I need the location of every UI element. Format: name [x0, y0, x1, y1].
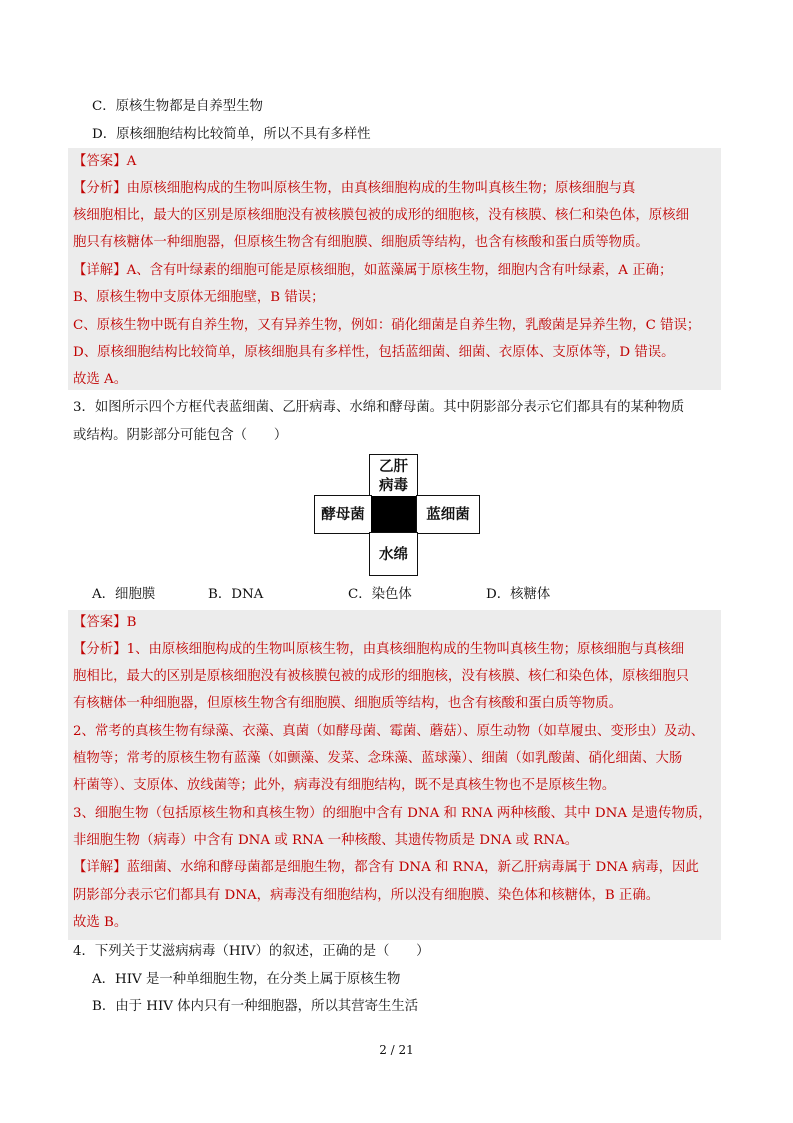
diagram-label-bottom: 水绵 [379, 545, 408, 563]
page-number: 2 / 21 [379, 1043, 414, 1057]
q4-option-b: B．由于 HIV 体内只有一种细胞器，所以其营寄生生活 [92, 999, 419, 1014]
q2-answer [73, 152, 136, 172]
q3-analysis-line-4: 2、常考的真核生物有绿藻、衣藻、真菌（如酵母菌、霉菌、蘑菇）、原生动物（如草履虫、变形虫）及动、 [73, 724, 705, 739]
answer-value: B [126, 615, 137, 630]
diagram-shaded-overlap [371, 496, 417, 533]
q2-analysis-line-1 [73, 179, 635, 199]
analysis-text: 由原核细胞构成的生物叫原核生物，由真核细胞构成的生物叫真核生物；原核细胞与真 [126, 181, 636, 196]
analysis-text: 1、由原核细胞构成的生物叫原核生物，由真核细胞构成的生物叫真核生物；原核细胞与真核细 [126, 642, 685, 657]
detail-text: A、含有叶绿素的细胞可能是原核细胞，如蓝藻属于原核生物，细胞内含有叶绿素，A 正确； [126, 263, 673, 278]
q3-analysis-line-2: 胞相比，最大的区别是原核细胞没有被核膜包被的成形的细胞核，没有核膜、核仁和染色体，原核细胞只 [73, 669, 689, 684]
q3-answer [73, 613, 136, 633]
q3-analysis-line-5: 植物等；常考的原核生物有蓝藻（如颤藻、发菜、念珠藻、蓝球藻）、细菌（如乳酸菌、硝化细菌、大肠 [73, 751, 683, 766]
answer-tag: 【答案】 [73, 615, 127, 630]
q3-stem-line-1: 3．如图所示四个方框代表蓝细菌、乙肝病毒、水绵和酵母菌。其中阴影部分表示它们都具有的某种物质 [73, 400, 685, 415]
q2-detail-line-1 [73, 261, 672, 281]
diagram-label-right: 蓝细菌 [426, 506, 470, 523]
q2-option-c: C．原核生物都是自养型生物 [92, 99, 263, 114]
q2-detail-line-4: D、原核细胞结构比较简单，原核细胞具有多样性，包括蓝细菌、细菌、衣原体、支原体等，D 错误。 [73, 345, 675, 360]
q4-stem: 4．下列关于艾滋病病毒（HIV）的叙述，正确的是（ ） [73, 944, 430, 959]
diagram-label-left: 酵母菌 [321, 506, 365, 523]
q3-option-d: D．核糖体 [486, 587, 551, 602]
detail-text: 蓝细菌、水绵和酵母菌都是细胞生物，都含有 DNA 和 RNA，新乙肝病毒属于 DNA 病毒，因此 [126, 860, 699, 875]
q3-option-c: C．染色体 [348, 587, 412, 602]
q2-analysis-line-2: 核细胞相比，最大的区别是原核细胞没有被核膜包被的成形的细胞核，没有核膜、核仁和染色体，原核细 [73, 208, 689, 223]
q3-analysis-line-6: 杆菌等）、支原体、放线菌等；此外，病毒没有细胞结构，既不是真核生物也不是原核生物。 [73, 778, 616, 793]
q3-detail-line-1 [73, 858, 699, 878]
diagram-box-left [314, 495, 372, 534]
q3-analysis-line-7: 3、细胞生物（包括原核生物和真核生物）的细胞中含有 DNA 和 RNA 两种核酸、其中 DNA 是遗传物质， [73, 806, 712, 821]
q2-option-d: D．原核细胞结构比较简单，所以不具有多样性 [92, 127, 371, 142]
detail-tag: 【详解】 [73, 860, 127, 875]
q4-option-a: A．HIV 是一种单细胞生物，在分类上属于原核生物 [92, 972, 401, 987]
diagram-box-right [416, 495, 480, 534]
detail-tag: 【详解】 [73, 263, 127, 278]
answer-value: A [126, 154, 137, 169]
q3-analysis-line-1 [73, 640, 684, 660]
q2-detail-line-2: B、原核生物中支原体无细胞壁，B 错误； [73, 290, 325, 305]
q3-option-a: A．细胞膜 [92, 587, 156, 602]
q3-cross-diagram [314, 454, 480, 576]
q3-analysis-line-3: 有核糖体一种细胞器，但原核生物含有细胞膜、细胞质等结构，也含有核酸和蛋白质等物质。 [73, 696, 623, 711]
q3-detail-line-2: 阴影部分表示它们都具有 DNA，病毒没有细胞结构，所以没有细胞膜、染色体和核糖体，B 正确。 [73, 888, 660, 903]
answer-tag: 【答案】 [73, 154, 127, 169]
diagram-label-top: 乙肝病毒 [379, 458, 408, 494]
analysis-tag: 【分析】 [73, 181, 127, 196]
q3-option-b: B．DNA [208, 587, 264, 602]
q3-analysis-line-8: 非细胞生物（病毒）中含有 DNA 或 RNA 一种核酸、其遗传物质是 DNA 或 RNA。 [73, 833, 579, 848]
q3-stem-line-2: 或结构。阴影部分可能包含（ ） [73, 428, 288, 443]
diagram-box-top [369, 454, 418, 498]
analysis-tag: 【分析】 [73, 642, 127, 657]
q2-conclusion: 故选 A。 [73, 372, 128, 387]
q2-analysis-line-3: 胞只有核糖体一种细胞器，但原核生物含有细胞膜、细胞质等结构，也含有核酸和蛋白质等物质。 [73, 235, 649, 250]
q3-conclusion: 故选 B。 [73, 915, 128, 930]
q2-detail-line-3: C、原核生物中既有自养生物，又有异养生物，例如：硝化细菌是自养生物，乳酸菌是异养生物，C 错误； [73, 318, 701, 333]
diagram-box-bottom [369, 532, 418, 576]
